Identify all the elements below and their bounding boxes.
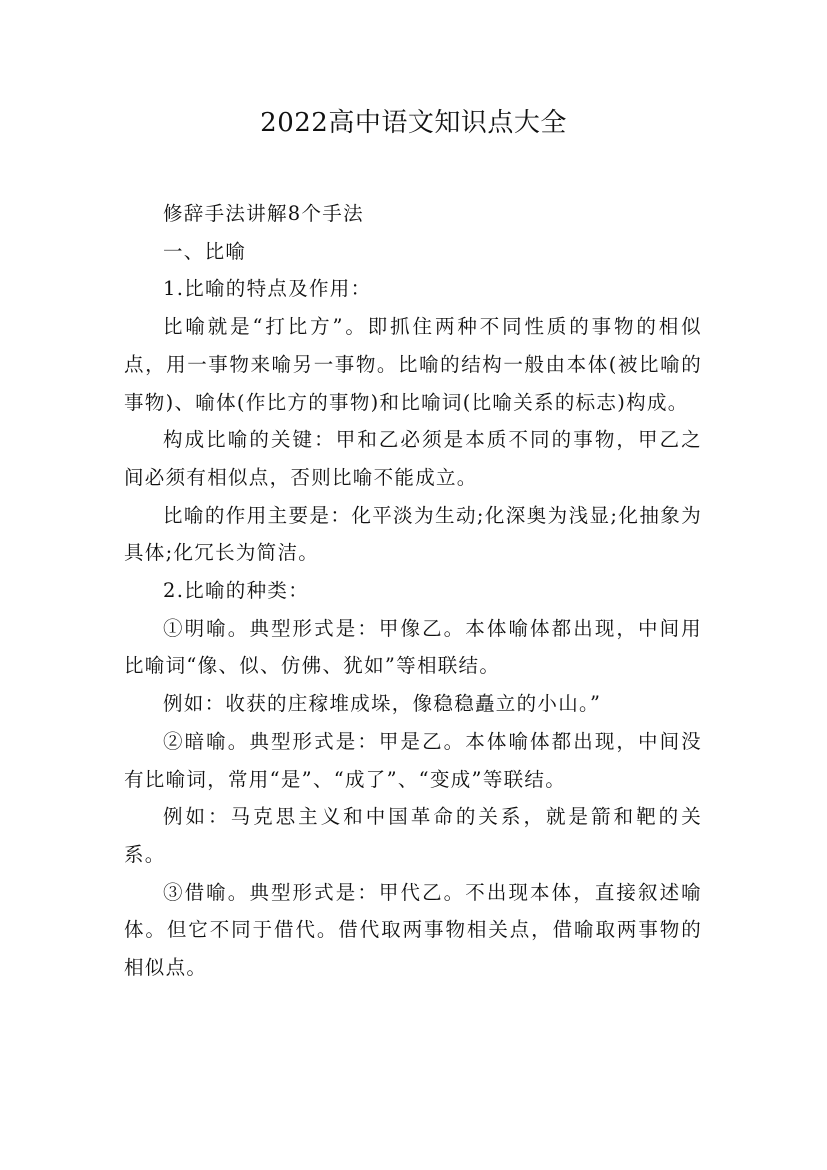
document-body [124, 195, 702, 987]
section-heading: 修辞手法讲解8个手法 [163, 202, 364, 225]
body-paragraph: ②暗喻。典型形式是：甲是乙。本体喻体都出现，中间没有比喻词，常用“是”、“成了”、“变成”等联结。 [124, 729, 702, 791]
body-paragraph: 比喻的作用主要是：化平淡为生动;化深奥为浅显;化抽象为具体;化冗长为简洁。 [124, 503, 702, 565]
subsection-heading: 一、比喻 [163, 239, 247, 263]
body-paragraph: ①明喻。典型形式是：甲像乙。本体喻体都出现，中间用比喻词“像、似、仿佛、犹如”等相联结。 [124, 616, 702, 678]
body-paragraph: 比喻就是“打比方”。即抓住两种不同性质的事物的相似点，用一事物来喻另一事物。比喻的结构一般由本体(被比喻的事物)、喻体(作比方的事物)和比喻词(比喻关系的标志)构成。 [124, 315, 702, 414]
body-paragraph: 构成比喻的关键：甲和乙必须是本质不同的事物，甲乙之间必须有相似点，否则比喻不能成立。 [124, 428, 702, 489]
example-paragraph: 例如：收获的庄稼堆成垛，像稳稳矗立的小山。” [163, 692, 602, 716]
body-paragraph: ③借喻。典型形式是：甲代乙。不出现本体，直接叙述喻体。但它不同于借代。借代取两事物相关点，借喻取两事物的相似点。 [124, 880, 702, 980]
document-title: 2022高中语文知识点大全 [260, 108, 567, 138]
point-heading: 2.比喻的种类： [163, 579, 310, 603]
example-paragraph: 例如：马克思主义和中国革命的关系，就是箭和靶的关系。 [124, 805, 702, 866]
point-heading: 1.比喻的特点及作用： [163, 277, 372, 301]
